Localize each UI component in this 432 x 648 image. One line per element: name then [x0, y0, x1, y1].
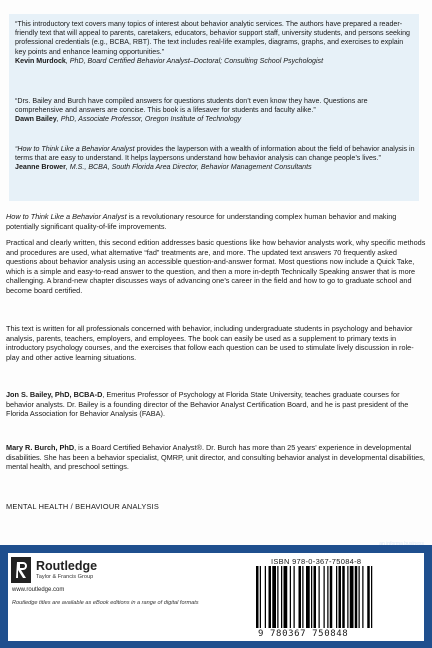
- endorsements-panel: [9, 14, 419, 201]
- book-title-inline: How to Think Like a Behavior Analyst: [6, 212, 127, 221]
- endorsement-attribution: [15, 57, 415, 66]
- barcode-bar: [265, 566, 266, 628]
- barcode-bar: [284, 566, 288, 628]
- barcode-bar: [311, 566, 312, 628]
- barcode-bar: [260, 566, 261, 628]
- barcode-bar: [272, 566, 276, 628]
- barcode-bar: [339, 566, 342, 628]
- publisher-group: Taylor & Francis Group: [36, 574, 94, 580]
- endorsement-affiliation: , PhD, Associate Professor, Oregon Institute of Technology: [56, 115, 242, 124]
- ebook-note: Routledge titles are available as eBook editions in a range of digital formats: [12, 600, 199, 606]
- barcode-bar: [281, 566, 282, 628]
- description-paragraph: Practical and clearly written, this second edition addresses basic questions like how behavior analysts work, why specific methods and procedures are used, what alternative “fad” treatments are, and more. The updated text answers 70 frequently asked questions about behavior analysis using an accessible question-and-answer format. Most questions now include a Quick Take, which is a simple and easy-to-read answer to the question, and then a more in-depth Technically Speaking answer that is more challenging. A brand-new chapter discusses ways of advancing one’s career in the field and how to go to graduate school and become board certified.: [6, 238, 426, 295]
- barcode-bar: [290, 566, 291, 628]
- publisher-url[interactable]: www.routledge.com: [12, 587, 65, 593]
- endorsement-author: Dawn Bailey: [15, 115, 57, 124]
- barcode-bar: [371, 566, 372, 628]
- barcode-bar: [350, 566, 354, 628]
- routledge-logo-icon: [11, 557, 31, 583]
- barcode-bar: [299, 566, 302, 628]
- author-bio-bailey: [6, 390, 426, 419]
- barcode-bar: [302, 566, 303, 628]
- endorsement-author: Jeanne Brower: [15, 163, 66, 172]
- barcode-bar: [294, 566, 295, 628]
- endorsement-2: [15, 97, 415, 125]
- barcode-bar: [324, 566, 325, 628]
- author-name: Jon S. Bailey, PhD, BCBA-D: [6, 390, 103, 399]
- endorsement-attribution: [15, 163, 415, 172]
- endorsement-author: Kevin Murdock: [15, 56, 66, 65]
- barcode-bar: [347, 566, 348, 628]
- endorsement-attribution: [15, 115, 415, 124]
- barcode-bar: [327, 566, 328, 628]
- endorsement-text: [15, 145, 415, 163]
- author-bio-text: , is a Board Certified Behavior Analyst®. Dr. Burch has more than 25 years’ experience in developmental disabilities. She has been a behavior specialist, QMRP, unit director, and consulting behavior analyst in developmental disabilities, mental health, and preschool settings.: [6, 443, 425, 472]
- barcode-bar: [319, 566, 320, 628]
- isbn-barcode: [252, 566, 420, 630]
- barcode-bar: [367, 566, 370, 628]
- barcode-bar: [330, 566, 333, 628]
- publisher-name: Routledge: [36, 559, 98, 573]
- endorsement-text: “This introductory text covers many topics of interest about behavior analytic services. The authors have prepared a reader-friendly text that will appeal to parents, caretakers, educators, behavior support staff, university students, and persons seeking professional credentials (e.g., BCBA, RBT). The text includes real-life examples, diagrams, graphs, and exercises to explain key points and enhance learning opportunities.”: [15, 20, 410, 56]
- publisher-footer: [0, 541, 432, 648]
- endorsement-3: [15, 145, 415, 173]
- barcode-bar: [342, 566, 345, 628]
- publisher-panel: [8, 553, 424, 641]
- subject-category: MENTAL HEALTH / BEHAVIOUR ANALYSIS: [6, 502, 160, 511]
- informa-tagline: an informa business: [379, 541, 424, 547]
- endorsement-affiliation: , M.S., BCBA, South Florida Area Director, Behavior Management Consultants: [65, 163, 312, 172]
- intro-text: is a revolutionary resource for understanding complex human behavior and making potentially significant quality-of-life improvements.: [6, 212, 397, 231]
- endorsement-text-body: provides the layperson with a wealth of information about the field of behavior analysis in terms that are easy to understand. It helps laypersons understand how behavior analysis can change people’s lives.”: [15, 145, 415, 163]
- barcode-number: 9 780367 750848: [258, 629, 349, 639]
- barcode-bar: [277, 566, 278, 628]
- barcode-bar: [269, 566, 272, 628]
- barcode-bar: [359, 566, 360, 628]
- author-name: Mary R. Burch, PhD: [6, 443, 75, 452]
- author-bio-burch: [6, 443, 426, 472]
- book-title-inline: “How to Think Like a Behavior Analyst: [15, 145, 135, 153]
- author-bio-text: , Emeritus Professor of Psychology at Florida State University, teaches graduate courses for behavior analysts. Dr. Bailey is a founding director of the Behavior Analyst Certification Board, and he is past president of the Florida Association for Behavior Analysis (FABA).: [6, 390, 409, 419]
- intro-paragraph: [6, 212, 426, 231]
- barcode-bar: [355, 566, 358, 628]
- endorsement-affiliation: , PhD, Board Certified Behavior Analyst–Doctoral; Consulting School Psychologist: [65, 56, 324, 65]
- isbn-label: ISBN 978-0-367-75084-8: [271, 557, 362, 566]
- barcode-bar: [336, 566, 337, 628]
- barcode-bar: [362, 566, 363, 628]
- endorsement-1: [15, 20, 415, 66]
- endorsement-text: “Drs. Bailey and Burch have compiled answers for questions students don’t even know they have. Questions are comprehensive and answers are concise. This book is a lifesaver for students and faculty alike.”: [15, 97, 368, 115]
- barcode-bar: [306, 566, 310, 628]
- barcode-bar: [314, 566, 317, 628]
- audience-paragraph: This text is written for all professionals concerned with behavior, including undergraduate students in psychology and behavior analysis, parents, teachers, employers, and employees. The book can easily be used as a supplement to primary texts in introductory psychology courses, and the exercises that follow each question can be used to stimulate lively discussion in role-play and other active learning situations.: [6, 324, 414, 362]
- barcode-bar: [256, 566, 259, 628]
